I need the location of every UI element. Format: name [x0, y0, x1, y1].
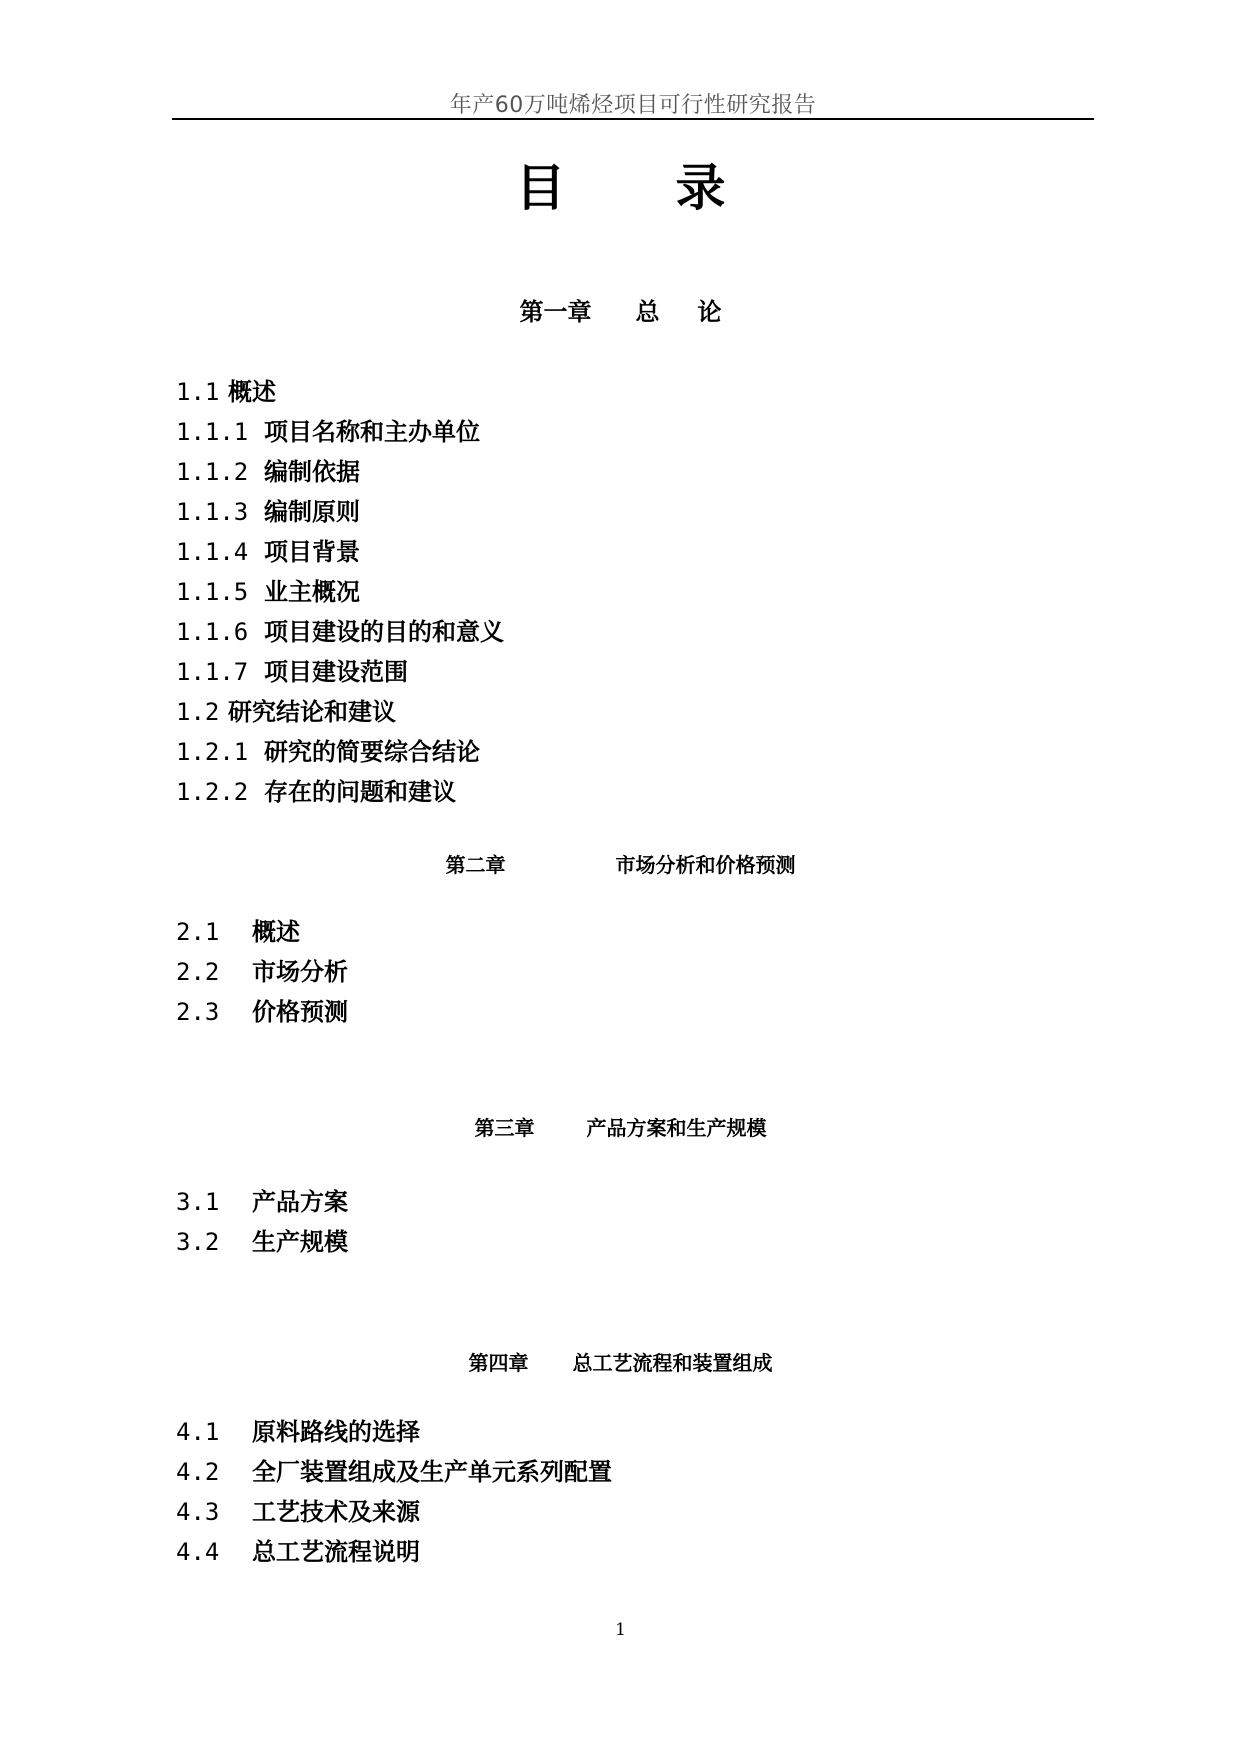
chapter-number: 第四章	[468, 1351, 529, 1375]
toc-entry[interactable]	[176, 958, 348, 986]
entry-number: 1.2	[176, 698, 220, 726]
running-header: 年产60万吨烯烃项目可行性研究报告	[449, 93, 817, 118]
entry-number: 1.1.3	[176, 498, 249, 526]
toc-entry[interactable]	[176, 618, 504, 646]
toc-entry[interactable]	[176, 458, 360, 486]
chapter-title: 总工艺流程和装置组成	[572, 1351, 773, 1375]
entry-number: 2.1	[176, 918, 220, 946]
entry-label: 研究的简要综合结论	[264, 738, 480, 766]
entry-label: 生产规模	[252, 1228, 348, 1256]
toc-title	[0, 148, 1241, 220]
entry-number: 1.2.2	[176, 778, 249, 806]
toc-entry[interactable]	[176, 738, 480, 766]
entry-label: 概述	[228, 378, 276, 406]
entry-number: 3.1	[176, 1188, 220, 1216]
toc-title-second-char: 录	[675, 159, 726, 217]
toc-entry[interactable]	[176, 1458, 612, 1486]
entry-label: 概述	[252, 918, 300, 946]
toc-entry[interactable]	[176, 658, 408, 686]
entry-number: 1.1.7	[176, 658, 249, 686]
chapter-number: 第三章	[474, 1116, 535, 1140]
entry-label: 项目建设的目的和意义	[264, 618, 504, 646]
toc-entry[interactable]	[176, 418, 480, 446]
toc-entry[interactable]	[176, 1498, 420, 1526]
entry-label: 项目背景	[264, 538, 360, 566]
toc-title-first-char: 目	[515, 159, 566, 217]
toc-entry[interactable]	[176, 698, 396, 726]
toc-entry[interactable]	[176, 1418, 420, 1446]
chapter-heading-2	[0, 849, 1241, 878]
entry-number: 4.3	[176, 1498, 220, 1526]
chapter-heading-3	[0, 1112, 1241, 1141]
entry-number: 1.2.1	[176, 738, 249, 766]
entry-number: 1.1.1	[176, 418, 249, 446]
entry-label: 研究结论和建议	[228, 698, 396, 726]
chapter-number: 第二章	[445, 853, 506, 877]
entry-label: 原料路线的选择	[252, 1418, 420, 1446]
entry-number: 1.1.5	[176, 578, 249, 606]
entry-number: 3.2	[176, 1228, 220, 1256]
chapter-title-part-a: 总	[635, 298, 660, 326]
entry-number: 2.3	[176, 998, 220, 1026]
toc-entry[interactable]	[176, 1538, 420, 1566]
entry-label: 业主概况	[264, 578, 360, 606]
entry-number: 1.1	[176, 378, 220, 406]
entry-label: 项目名称和主办单位	[264, 418, 480, 446]
entry-label: 价格预测	[252, 998, 348, 1026]
toc-entry[interactable]	[176, 918, 300, 946]
entry-label: 全厂装置组成及生产单元系列配置	[252, 1458, 612, 1486]
chapter-title: 产品方案和生产规模	[586, 1116, 767, 1140]
toc-entry[interactable]	[176, 578, 360, 606]
header-rule	[172, 118, 1094, 120]
entry-label: 存在的问题和建议	[264, 778, 456, 806]
chapter-number: 第一章	[519, 298, 592, 326]
page-number: 1	[615, 1620, 626, 1640]
entry-number: 1.1.4	[176, 538, 249, 566]
toc-entry[interactable]	[176, 538, 360, 566]
entry-label: 市场分析	[252, 958, 348, 986]
entry-label: 总工艺流程说明	[252, 1538, 420, 1566]
entry-label: 产品方案	[252, 1188, 348, 1216]
entry-number: 1.1.2	[176, 458, 249, 486]
entry-number: 4.4	[176, 1538, 220, 1566]
chapter-title: 市场分析和价格预测	[615, 853, 796, 877]
entry-label: 工艺技术及来源	[252, 1498, 420, 1526]
entry-number: 2.2	[176, 958, 220, 986]
toc-entry[interactable]	[176, 778, 456, 806]
entry-number: 1.1.6	[176, 618, 249, 646]
toc-entry[interactable]	[176, 1188, 348, 1216]
entry-number: 4.1	[176, 1418, 220, 1446]
toc-entry[interactable]	[176, 498, 360, 526]
entry-label: 项目建设范围	[264, 658, 408, 686]
entry-label: 编制原则	[264, 498, 360, 526]
entry-number: 4.2	[176, 1458, 220, 1486]
chapter-title-part-b: 论	[697, 298, 722, 326]
chapter-heading-1	[0, 292, 1241, 327]
toc-entry[interactable]	[176, 1228, 348, 1256]
toc-entry[interactable]	[176, 378, 276, 406]
toc-entry[interactable]	[176, 998, 348, 1026]
entry-label: 编制依据	[264, 458, 360, 486]
chapter-heading-4	[0, 1347, 1241, 1376]
